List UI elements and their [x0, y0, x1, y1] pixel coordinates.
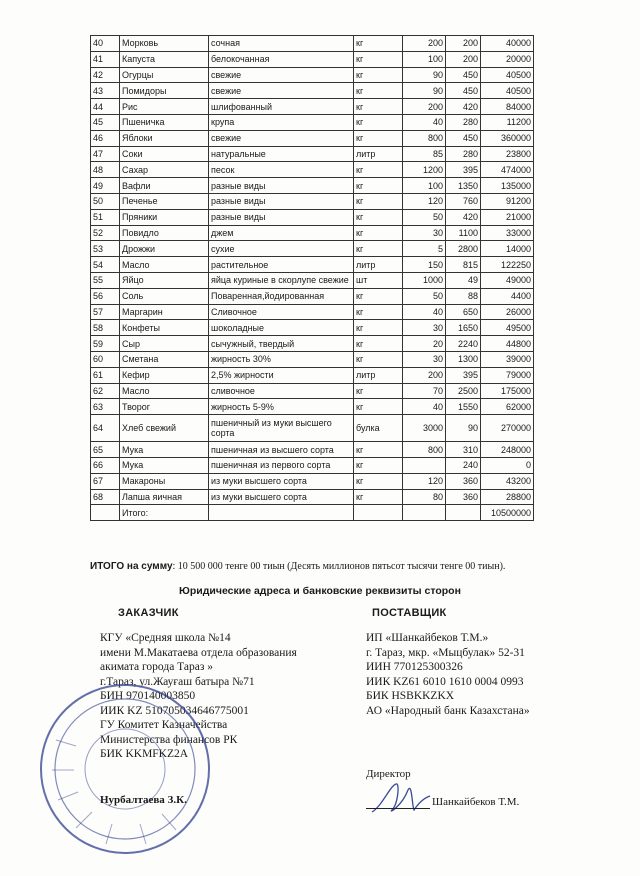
cell-num: 42 [91, 67, 120, 83]
table-row [91, 193, 534, 209]
cell-name: Сыр [120, 336, 209, 352]
total-summary [90, 561, 505, 572]
cell-desc: Поваренная,йодированная [209, 288, 354, 304]
table-row [91, 304, 534, 320]
cell-name: Яйцо [120, 272, 209, 288]
cell-sum: 23800 [481, 146, 534, 162]
cell-price: 450 [446, 83, 481, 99]
cell-num: 66 [91, 457, 120, 473]
cell-price: 1100 [446, 225, 481, 241]
cell-sum: 49500 [481, 320, 534, 336]
cell-unit: литр [354, 257, 403, 273]
cell-sum: 40500 [481, 67, 534, 83]
table-row [91, 36, 534, 52]
cell-desc: свежие [209, 130, 354, 146]
cell-num: 43 [91, 83, 120, 99]
cell-price: 395 [446, 367, 481, 383]
customer-heading: ЗАКАЗЧИК [118, 607, 179, 619]
cell-qty: 50 [403, 288, 446, 304]
cell-name: Мука [120, 442, 209, 458]
table-row [91, 399, 534, 415]
cell-desc: жирность 5-9% [209, 399, 354, 415]
cell-desc: шоколадные [209, 320, 354, 336]
empty-cell [446, 505, 481, 521]
customer-line: Министерства финансов РК [100, 733, 238, 746]
cell-price: 360 [446, 473, 481, 489]
cell-desc: джем [209, 225, 354, 241]
cell-desc: песок [209, 162, 354, 178]
cell-unit: кг [354, 383, 403, 399]
cell-desc: пшеничная из первого сорта [209, 457, 354, 473]
cell-price: 240 [446, 457, 481, 473]
cell-sum: 40500 [481, 83, 534, 99]
cell-qty: 100 [403, 178, 446, 194]
table-row [91, 114, 534, 130]
cell-num: 58 [91, 320, 120, 336]
supplier-role: Директор [366, 768, 411, 780]
cell-name: Капуста [120, 51, 209, 67]
supplier-line: ИИН 770125300326 [366, 661, 463, 673]
cell-name: Дрожжи [120, 241, 209, 257]
cell-num: 46 [91, 130, 120, 146]
cell-num: 55 [91, 272, 120, 288]
cell-price: 1350 [446, 178, 481, 194]
table-row [91, 442, 534, 458]
cell-sum: 175000 [481, 383, 534, 399]
cell-unit: кг [354, 130, 403, 146]
cell-unit: шт [354, 272, 403, 288]
cell-unit: кг [354, 162, 403, 178]
cell-price: 360 [446, 489, 481, 505]
cell-name: Сметана [120, 351, 209, 367]
cell-sum: 26000 [481, 304, 534, 320]
cell-price: 200 [446, 51, 481, 67]
cell-num: 48 [91, 162, 120, 178]
cell-unit: кг [354, 114, 403, 130]
cell-num: 64 [91, 415, 120, 442]
table-row [91, 67, 534, 83]
cell-unit: кг [354, 473, 403, 489]
cell-qty: 800 [403, 442, 446, 458]
customer-line: КГУ «Средняя школа №14 [100, 632, 231, 644]
cell-name: Масло [120, 383, 209, 399]
cell-name: Масло [120, 257, 209, 273]
table-row [91, 320, 534, 336]
cell-num: 45 [91, 114, 120, 130]
cell-desc: пшеничная из высшего сорта [209, 442, 354, 458]
cell-qty: 800 [403, 130, 446, 146]
cell-name: Сахар [120, 162, 209, 178]
cell-num: 63 [91, 399, 120, 415]
cell-desc: 2,5% жирности [209, 367, 354, 383]
cell-unit: кг [354, 51, 403, 67]
cell-name: Маргарин [120, 304, 209, 320]
cell-qty: 30 [403, 351, 446, 367]
total-value: 10500000 [481, 505, 534, 521]
cell-unit: кг [354, 209, 403, 225]
cell-num: 62 [91, 383, 120, 399]
cell-name: Лапша яичная [120, 489, 209, 505]
cell-price: 450 [446, 130, 481, 146]
table-row [91, 146, 534, 162]
cell-sum: 33000 [481, 225, 534, 241]
cell-sum: 28800 [481, 489, 534, 505]
cell-name: Пшеничка [120, 114, 209, 130]
cell-price: 1550 [446, 399, 481, 415]
table-row [91, 225, 534, 241]
cell-price: 2800 [446, 241, 481, 257]
customer-line: акимата города Тараз » [100, 661, 214, 673]
table-row [91, 288, 534, 304]
cell-name: Рис [120, 99, 209, 115]
cell-unit: кг [354, 83, 403, 99]
cell-name: Пряники [120, 209, 209, 225]
customer-signature-name: Нурбалтаева З.К. [100, 794, 187, 806]
cell-desc: сочная [209, 36, 354, 52]
cell-desc: свежие [209, 83, 354, 99]
cell-num: 54 [91, 257, 120, 273]
table-row [91, 272, 534, 288]
cell-num: 51 [91, 209, 120, 225]
table-row [91, 162, 534, 178]
cell-unit: кг [354, 399, 403, 415]
cell-sum: 20000 [481, 51, 534, 67]
cell-qty: 1200 [403, 162, 446, 178]
supplier-signature [368, 776, 434, 820]
cell-sum: 11200 [481, 114, 534, 130]
cell-name: Кефир [120, 367, 209, 383]
cell-name: Макароны [120, 473, 209, 489]
cell-qty: 120 [403, 473, 446, 489]
cell-price: 49 [446, 272, 481, 288]
cell-num: 56 [91, 288, 120, 304]
cell-sum: 135000 [481, 178, 534, 194]
cell-unit: литр [354, 367, 403, 383]
cell-desc: белокочанная [209, 51, 354, 67]
supplier-signature-name: Шанкайбеков Т.М. [432, 796, 520, 808]
cell-desc: шлифованный [209, 99, 354, 115]
cell-unit: кг [354, 288, 403, 304]
customer-line: имени М.Макатаева отдела образования [100, 646, 297, 659]
cell-desc: сычужный, твердый [209, 336, 354, 352]
customer-line: г.Тараз, ул.Жауғаш батыра №71 [100, 675, 255, 688]
cell-sum: 40000 [481, 36, 534, 52]
cell-unit: кг [354, 193, 403, 209]
official-stamp [36, 680, 214, 858]
cell-qty: 100 [403, 51, 446, 67]
customer-line: БИК KKMFKZ2A [100, 748, 189, 760]
cell-name: Помидоры [120, 83, 209, 99]
cell-qty: 40 [403, 304, 446, 320]
supplier-line: ИП «Шанкайбеков Т.М.» [366, 632, 489, 644]
cell-num: 52 [91, 225, 120, 241]
supplier-line: БИК HSBKKZKX [366, 690, 455, 702]
table-row [91, 178, 534, 194]
summary-label: ИТОГО на сумму [90, 561, 173, 572]
supplier-details [366, 631, 530, 718]
cell-desc: сливочное [209, 383, 354, 399]
cell-num: 68 [91, 489, 120, 505]
cell-num: 67 [91, 473, 120, 489]
cell-name: Повидло [120, 225, 209, 241]
cell-desc: яйца куриные в скорлупе свежие [209, 272, 354, 288]
cell-price: 1650 [446, 320, 481, 336]
cell-desc: растительное [209, 257, 354, 273]
cell-qty: 30 [403, 320, 446, 336]
cell-name: Огурцы [120, 67, 209, 83]
section-title: Юридические адреса и банковские реквизиты сторон [179, 585, 461, 597]
cell-price: 420 [446, 209, 481, 225]
cell-qty: 200 [403, 99, 446, 115]
cell-name: Яблоки [120, 130, 209, 146]
cell-qty: 30 [403, 225, 446, 241]
cell-name: Творог [120, 399, 209, 415]
empty-cell [354, 505, 403, 521]
cell-qty: 80 [403, 489, 446, 505]
cell-desc: разные виды [209, 193, 354, 209]
table-row [91, 415, 534, 442]
customer-line: ИИК KZ 510705034646775001 [100, 704, 249, 717]
cell-qty: 200 [403, 367, 446, 383]
cell-unit: кг [354, 336, 403, 352]
empty-cell [403, 505, 446, 521]
cell-desc: жирность 30% [209, 351, 354, 367]
cell-sum: 49000 [481, 272, 534, 288]
cell-num: 60 [91, 351, 120, 367]
cell-qty: 150 [403, 257, 446, 273]
cell-price: 420 [446, 99, 481, 115]
table-row [91, 367, 534, 383]
cell-qty: 50 [403, 209, 446, 225]
cell-name: Конфеты [120, 320, 209, 336]
cell-num: 57 [91, 304, 120, 320]
cell-desc: из муки высшего сорта [209, 473, 354, 489]
cell-price: 1300 [446, 351, 481, 367]
cell-sum: 91200 [481, 193, 534, 209]
cell-price: 395 [446, 162, 481, 178]
cell-sum: 43200 [481, 473, 534, 489]
table-row [91, 51, 534, 67]
goods-table [90, 35, 534, 521]
table-row [91, 257, 534, 273]
supplier-line: АО «Народный банк Казахстана» [366, 704, 530, 717]
cell-unit: литр [354, 146, 403, 162]
cell-num: 47 [91, 146, 120, 162]
cell-qty: 1000 [403, 272, 446, 288]
cell-sum: 360000 [481, 130, 534, 146]
cell-desc: крупа [209, 114, 354, 130]
cell-price: 2500 [446, 383, 481, 399]
cell-name: Хлеб свежий [120, 415, 209, 442]
cell-num: 53 [91, 241, 120, 257]
cell-unit: кг [354, 99, 403, 115]
cell-desc: Сливочное [209, 304, 354, 320]
cell-sum: 0 [481, 457, 534, 473]
signature-line [366, 808, 430, 809]
cell-qty: 90 [403, 67, 446, 83]
cell-num: 50 [91, 193, 120, 209]
cell-name: Соль [120, 288, 209, 304]
cell-name: Вафли [120, 178, 209, 194]
table-row [91, 351, 534, 367]
cell-num: 44 [91, 99, 120, 115]
table-row [91, 83, 534, 99]
cell-sum: 474000 [481, 162, 534, 178]
cell-num: 65 [91, 442, 120, 458]
cell-desc: разные виды [209, 178, 354, 194]
cell-sum: 84000 [481, 99, 534, 115]
cell-unit: кг [354, 178, 403, 194]
table-row [91, 130, 534, 146]
customer-line: ГУ Комитет Казначейства [100, 719, 228, 731]
cell-num: 59 [91, 336, 120, 352]
cell-unit: кг [354, 36, 403, 52]
cell-desc: свежие [209, 67, 354, 83]
cell-sum: 248000 [481, 442, 534, 458]
cell-qty: 85 [403, 146, 446, 162]
cell-price: 90 [446, 415, 481, 442]
cell-unit: кг [354, 351, 403, 367]
cell-unit: кг [354, 489, 403, 505]
cell-price: 650 [446, 304, 481, 320]
cell-qty: 40 [403, 114, 446, 130]
table-row [91, 209, 534, 225]
cell-qty: 20 [403, 336, 446, 352]
cell-sum: 79000 [481, 367, 534, 383]
cell-price: 280 [446, 114, 481, 130]
table-row [91, 383, 534, 399]
cell-qty: 90 [403, 83, 446, 99]
cell-num: 49 [91, 178, 120, 194]
cell-qty: 5 [403, 241, 446, 257]
cell-price: 88 [446, 288, 481, 304]
cell-price: 310 [446, 442, 481, 458]
cell-price: 280 [446, 146, 481, 162]
cell-price: 760 [446, 193, 481, 209]
summary-text: : 10 500 000 тенге 00 тиын (Десять миллионов пятьсот тысячи тенге 00 тиын). [172, 561, 506, 572]
cell-sum: 21000 [481, 209, 534, 225]
cell-sum: 4400 [481, 288, 534, 304]
cell-unit: кг [354, 320, 403, 336]
goods-table-body [91, 36, 534, 505]
cell-desc: из муки высшего сорта [209, 489, 354, 505]
cell-unit: кг [354, 442, 403, 458]
cell-desc: сухие [209, 241, 354, 257]
cell-price: 450 [446, 67, 481, 83]
table-row [91, 336, 534, 352]
cell-sum: 44800 [481, 336, 534, 352]
total-label: Итого: [120, 505, 209, 521]
table-row [91, 241, 534, 257]
cell-price: 200 [446, 36, 481, 52]
cell-unit: кг [354, 457, 403, 473]
cell-sum: 62000 [481, 399, 534, 415]
supplier-line: г. Тараз, мкр. «Мыцбулак» 52-31 [366, 646, 525, 659]
supplier-heading: ПОСТАВЩИК [372, 607, 447, 619]
customer-line: БИН 970140003850 [100, 690, 196, 702]
cell-num: 41 [91, 51, 120, 67]
supplier-line: ИИК KZ61 6010 1610 0004 0993 [366, 675, 524, 688]
cell-num: 40 [91, 36, 120, 52]
cell-unit: кг [354, 304, 403, 320]
cell-desc: натуральные [209, 146, 354, 162]
cell-qty: 200 [403, 36, 446, 52]
cell-qty: 120 [403, 193, 446, 209]
cell-name: Печенье [120, 193, 209, 209]
cell-desc: пшеничный из муки высшего сорта [209, 415, 354, 442]
table-row [91, 489, 534, 505]
cell-desc: разные виды [209, 209, 354, 225]
cell-unit: кг [354, 241, 403, 257]
cell-qty: 3000 [403, 415, 446, 442]
cell-sum: 270000 [481, 415, 534, 442]
cell-price: 2240 [446, 336, 481, 352]
cell-sum: 14000 [481, 241, 534, 257]
cell-name: Мука [120, 457, 209, 473]
empty-cell [209, 505, 354, 521]
total-num-cell [91, 505, 120, 521]
cell-sum: 122250 [481, 257, 534, 273]
cell-qty: 40 [403, 399, 446, 415]
table-row [91, 473, 534, 489]
cell-name: Соки [120, 146, 209, 162]
cell-num: 61 [91, 367, 120, 383]
cell-qty: 70 [403, 383, 446, 399]
cell-unit: кг [354, 67, 403, 83]
cell-unit: булка [354, 415, 403, 442]
cell-price: 815 [446, 257, 481, 273]
cell-name: Морковь [120, 36, 209, 52]
cell-qty [403, 457, 446, 473]
table-row [91, 457, 534, 473]
cell-sum: 39000 [481, 351, 534, 367]
cell-unit: кг [354, 225, 403, 241]
table-row [91, 99, 534, 115]
total-row [91, 505, 534, 521]
